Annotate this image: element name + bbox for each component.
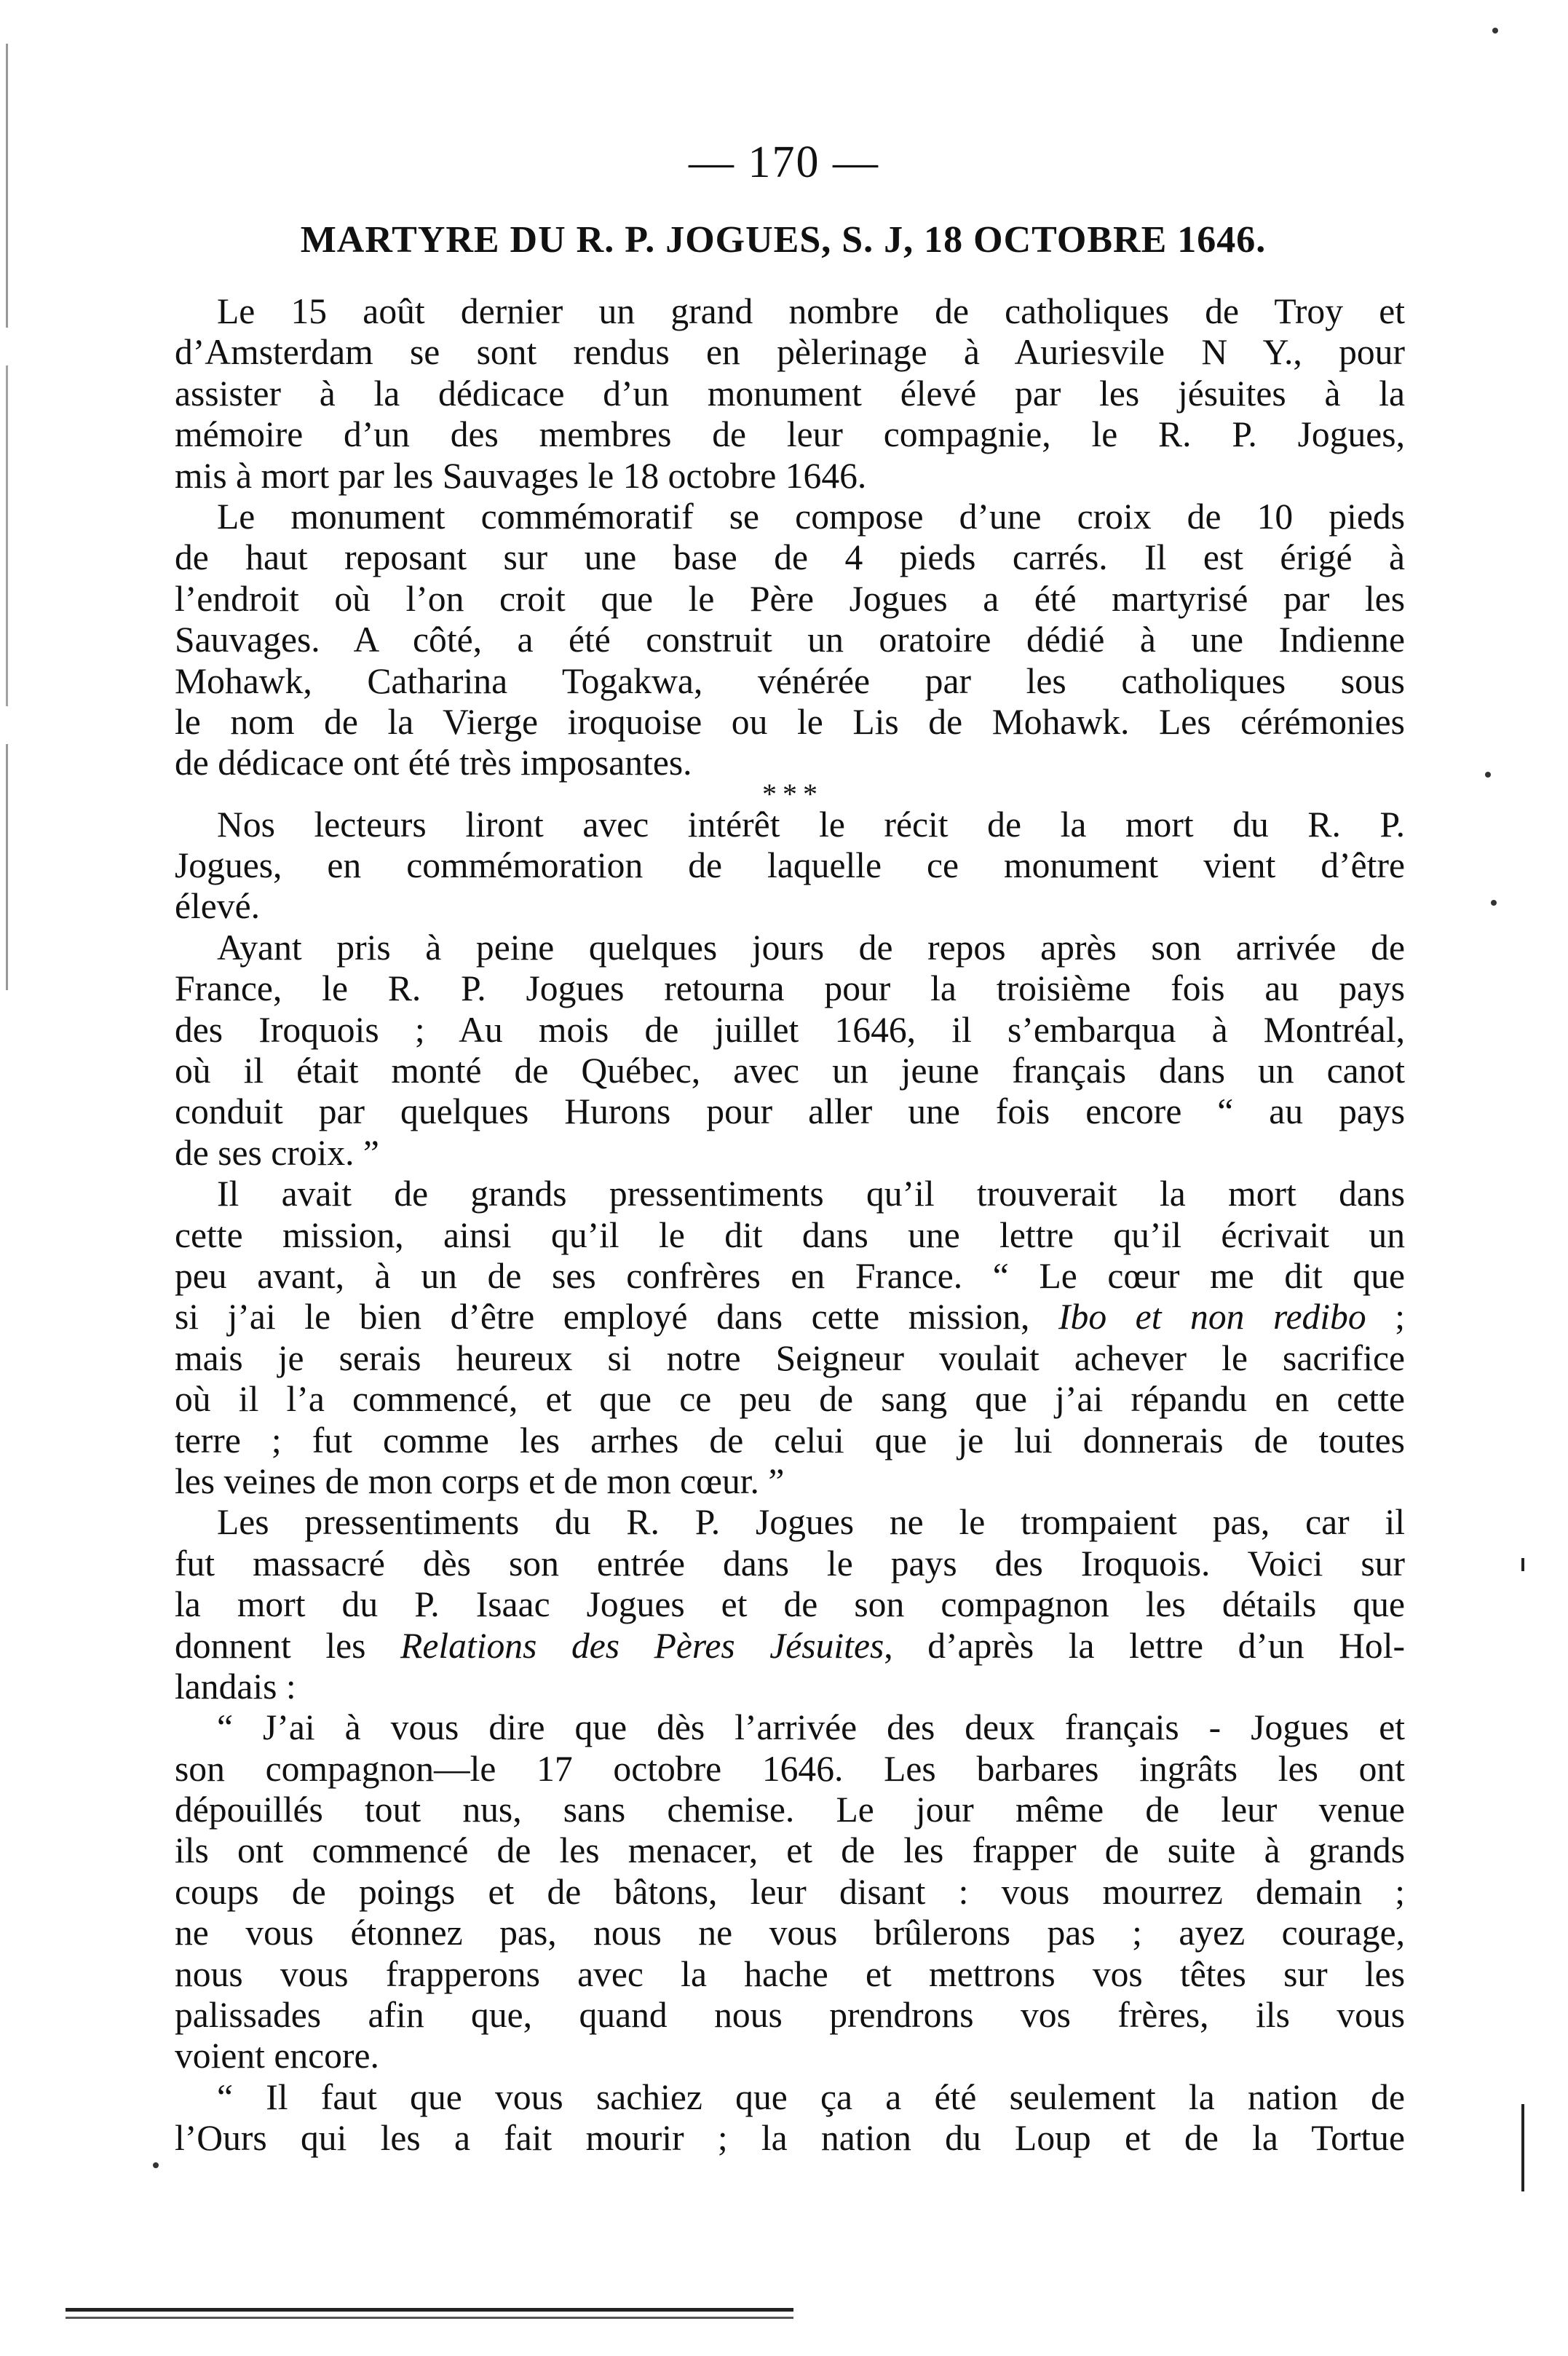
text-line: mis à mort par les Sauvages le 18 octobre 1646. <box>175 455 867 496</box>
margin-mark <box>1521 2104 1524 2191</box>
text-line: le nom de la Vierge iroquoise ou le Lis de Mohawk. Les cérémonies <box>175 701 1405 742</box>
text-line: terre ; fut comme les arrhes de celui que je lui donnerais de toutes <box>175 1420 1405 1460</box>
text-line: conduit par quelques Hurons pour aller une fois encore “ au pays <box>175 1091 1405 1132</box>
section-separator: * * * <box>761 777 817 810</box>
text-line: la mort du P. Isaac Jogues et de son compagnon les détails que <box>175 1584 1405 1625</box>
text-line: l’Ours qui les a fait mourir ; la nation du Loup et de la Tortue <box>175 2118 1405 2159</box>
text-line: Il avait de grands pressentiments qu’il trouverait la mort dans <box>217 1174 1405 1214</box>
text-line: de ses croix. ” <box>175 1132 379 1173</box>
text-line: Le 15 août dernier un grand nombre de catholiques de Troy et <box>217 291 1405 331</box>
article-title: MARTYRE DU R. P. JOGUES, S. J, 18 OCTOBRE 1646. <box>300 219 1267 261</box>
text-line: où il était monté de Québec, avec un jeune français dans un canot <box>175 1051 1405 1091</box>
text-line: son compagnon—le 17 octobre 1646. Les barbares ingrâts les ont <box>175 1748 1405 1789</box>
speck <box>153 2162 159 2168</box>
text-line: Sauvages. A côté, a été construit un oratoire dédié à une Indienne <box>175 620 1405 660</box>
text-line: l’endroit où l’on croit que le Père Jogues a été martyrisé par les <box>175 578 1405 619</box>
text-line: Le monument commémoratif se compose d’une croix de 10 pieds <box>217 496 1405 537</box>
text-line: nous vous frapperons avec la hache et mettrons vos têtes sur les <box>175 1953 1405 1994</box>
text-line: d’Amsterdam se sont rendus en pèlerinage à Auriesvile N Y., pour <box>175 332 1405 373</box>
margin-mark <box>1521 1558 1524 1571</box>
text-line: mais je serais heureux si notre Seigneur voulait achever le sacrifice <box>175 1337 1405 1378</box>
text-line: cette mission, ainsi qu’il le dit dans une lettre qu’il écrivait un <box>175 1214 1405 1255</box>
text-line: Nos lecteurs liront avec intérêt le récit de la mort du R. P. <box>217 804 1405 845</box>
speck <box>1492 28 1498 33</box>
text-line: coups de poings et de bâtons, leur disant : vous mourrez demain ; <box>175 1871 1405 1912</box>
text-line: palissades afin que, quand nous prendrons vos frères, ils vous <box>175 1995 1405 2036</box>
text-line: Mohawk, Catharina Togakwa, vénérée par les catholiques sous <box>175 660 1405 701</box>
speck <box>1485 772 1491 778</box>
text-line: fut massacré dès son entrée dans le pays des Iroquois. Voici sur <box>175 1543 1405 1584</box>
text-line: assister à la dédicace d’un monument élevé par les jésuites à la <box>175 373 1405 414</box>
text-line: France, le R. P. Jogues retourna pour la troisième fois au pays <box>175 968 1405 1009</box>
text-line: ils ont commencé de les menacer, et de les frapper de suite à grands <box>175 1830 1405 1871</box>
text-line: ne vous étonnez pas, nous ne vous brûlerons pas ; ayez courage, <box>175 1913 1405 1953</box>
text-line: dépouillés tout nus, sans chemise. Le jour même de leur venue <box>175 1790 1405 1830</box>
footer-rule <box>66 2308 793 2312</box>
text-line: landais : <box>175 1666 296 1707</box>
text-line: Ayant pris à peine quelques jours de repos après son arrivée de <box>217 927 1405 968</box>
text-line: Les pressentiments du R. P. Jogues ne le trompaient pas, car il <box>217 1502 1405 1543</box>
text-line: “ Il faut que vous sachiez que ça a été seulement la nation de <box>217 2076 1405 2117</box>
text-line: si j’ai le bien d’être employé dans cette mission, Ibo et non redibo ; <box>175 1297 1405 1337</box>
text-line: des Iroquois ; Au mois de juillet 1646, il s’embarqua à Montréal, <box>175 1009 1405 1050</box>
text-line: “ J’ai à vous dire que dès l’arrivée des deux français - Jogues et <box>217 1707 1405 1748</box>
article-body <box>175 291 1405 2159</box>
text-line: où il l’a commencé, et que ce peu de sang que j’ai répandu en cette <box>175 1379 1405 1420</box>
text-line: peu avant, à un de ses confrères en France. “ Le cœur me dit que <box>175 1255 1405 1296</box>
text-line: de dédicace ont été très imposantes. <box>175 743 692 783</box>
footer-rule <box>66 2317 793 2319</box>
text-line: les veines de mon corps et de mon cœur. ” <box>175 1460 785 1501</box>
text-line: de haut reposant sur une base de 4 pieds carrés. Il est érigé à <box>175 537 1405 578</box>
page-number: — 170 — <box>689 138 879 187</box>
speck <box>1491 900 1497 906</box>
text-line: voient encore. <box>175 2036 379 2076</box>
text-line: donnent les Relations des Pères Jésuites, d’après la lettre d’un Hol- <box>175 1625 1405 1666</box>
text-line: mémoire d’un des membres de leur compagnie, le R. P. Jogues, <box>175 414 1405 455</box>
text-line: élevé. <box>175 886 261 927</box>
text-line: Jogues, en commémoration de laquelle ce monument vient d’être <box>175 845 1405 886</box>
